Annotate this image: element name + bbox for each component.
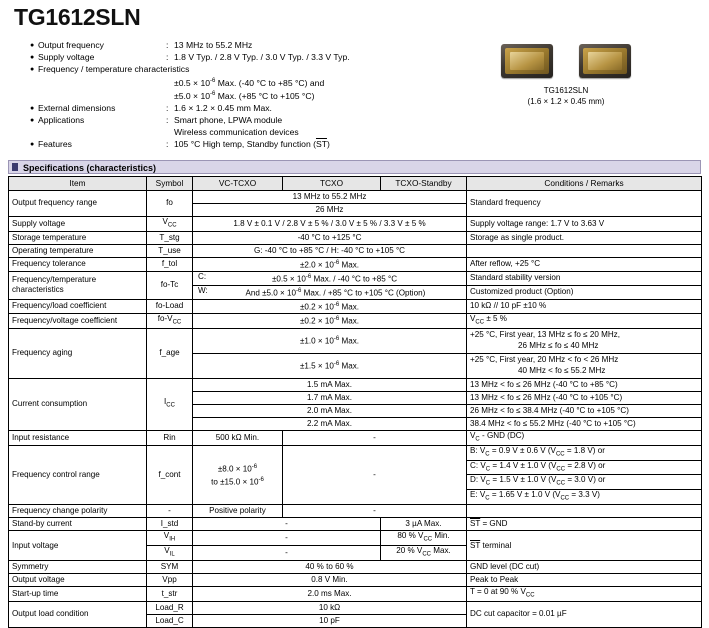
- section-header: [8, 160, 701, 174]
- cell-condition: [467, 505, 702, 518]
- list-item: [30, 115, 470, 127]
- package-photo-top: [501, 44, 553, 78]
- bullet-icon: ●: [30, 42, 35, 49]
- cell-condition: D: $V_C = 1.5$ V ± 1.0 V ($V_{CC} = 3.0$ V) or: [467, 475, 702, 490]
- cell-value: 1.7 mA Max.: [193, 391, 467, 404]
- cell-item: Frequency/temperature characteristics: [9, 271, 147, 299]
- bullet-icon: ●: [30, 66, 35, 73]
- cell-condition: Storage as single product.: [467, 231, 702, 244]
- col-vctcxo: VC-TCXO: [193, 177, 283, 191]
- cell-symbol: I_std: [147, 518, 193, 531]
- feature-label: Frequency / temperature characteristics: [38, 64, 190, 74]
- cell-value: 2.2 mA Max.: [193, 417, 467, 430]
- cell-value: 10 kΩ: [193, 602, 467, 615]
- feature-colon: :: [166, 102, 169, 113]
- table-row: [9, 257, 702, 271]
- table-row: [9, 378, 702, 391]
- cell-condition: GND level (DC cut): [467, 561, 702, 574]
- section-header-label: Specifications (characteristics): [23, 163, 157, 173]
- table-header-row: [9, 177, 702, 191]
- cell-condition: Customized product (Option): [467, 285, 702, 299]
- col-item: Item: [9, 177, 147, 191]
- cell-condition: 26 MHz < fo ≤ 38.4 MHz (-40 °C to +105 °C): [467, 404, 702, 417]
- cell-value: $\pm 1.0 \times 10^{-6}$ Max.: [193, 328, 467, 353]
- bullet-icon: ●: [30, 54, 35, 61]
- cell-value: -: [283, 430, 467, 445]
- table-row: [9, 191, 702, 204]
- cell-item: Symmetry: [9, 561, 147, 574]
- cell-condition: $\overline{ST}$ terminal: [467, 531, 702, 561]
- cell-item: Input resistance: [9, 430, 147, 445]
- table-row: [9, 531, 702, 546]
- cell-value: 3 µA Max.: [381, 518, 467, 531]
- col-symbol: Symbol: [147, 177, 193, 191]
- cell-value: 80 % $V_{CC}$ Min.: [381, 531, 467, 546]
- cell-condition: $\overline{ST}$ = GND: [467, 518, 702, 531]
- cell-value: 26 MHz: [193, 204, 467, 217]
- cell-value: 1.5 mA Max.: [193, 378, 467, 391]
- feature-colon: :: [166, 52, 169, 62]
- bullet-icon: ●: [30, 140, 35, 148]
- feature-value: 1.6 × 1.2 × 0.45 mm Max.: [174, 102, 272, 113]
- cell-value: -: [283, 445, 467, 505]
- cell-item: Frequency/load coefficient: [9, 299, 147, 313]
- table-row: [9, 217, 702, 232]
- table-row: [9, 299, 702, 313]
- table-row: [9, 445, 702, 460]
- cell-value: 10 pF: [193, 615, 467, 628]
- specifications-table: [8, 176, 702, 628]
- feature-list: [30, 40, 470, 151]
- cell-condition: +25 °C, First year, 13 MHz ≤ fo ≤ 20 MHz, 26 MHz ≤ fo ≤ 40 MHz: [467, 328, 702, 353]
- table-row: [9, 271, 702, 285]
- cell-symbol: t_str: [147, 587, 193, 602]
- cell-value: 40 % to 60 %: [193, 561, 467, 574]
- table-row: [9, 602, 702, 615]
- cell-condition: $V_C$ - GND (DC): [467, 430, 702, 445]
- cell-value: $\pm 0.2 \times 10^{-6}$ Max.: [193, 299, 467, 313]
- cell-condition: Standard stability version: [467, 271, 702, 285]
- cell-symbol: -: [147, 505, 193, 518]
- cell-condition: 13 MHz < fo ≤ 26 MHz (-40 °C to +105 °C): [467, 391, 702, 404]
- cell-value: 2.0 mA Max.: [193, 404, 467, 417]
- cell-item: Frequency aging: [9, 328, 147, 378]
- section-marker-icon: [12, 163, 18, 171]
- cell-item: Storage temperature: [9, 231, 147, 244]
- cell-condition: 38.4 MHz < fo ≤ 55.2 MHz (-40 °C to +105 °C): [467, 417, 702, 430]
- col-tcxo-standby: TCXO-Standby: [381, 177, 467, 191]
- table-row: [9, 313, 702, 328]
- cell-item: Start-up time: [9, 587, 147, 602]
- cell-symbol: Rin: [147, 430, 193, 445]
- cell-value: 20 % $V_{CC}$ Max.: [381, 546, 467, 561]
- cell-symbol: $fo-V_{CC}$: [147, 313, 193, 328]
- cell-item: Current consumption: [9, 378, 147, 430]
- cell-condition: B: $V_C = 0.9$ V ± 0.6 V ($V_{CC} = 1.8$ V) or: [467, 445, 702, 460]
- cell-symbol: fo: [147, 191, 193, 217]
- cell-value: -: [193, 546, 381, 561]
- cell-symbol: f_cont: [147, 445, 193, 505]
- cell-value: $\pm 1.5 \times 10^{-6}$ Max.: [193, 353, 467, 378]
- cell-condition: E: $V_C = 1.65$ V ± 1.0 V ($V_{CC} = 3.3$ V): [467, 490, 702, 505]
- cell-value: 500 kΩ Min.: [193, 430, 283, 445]
- feature-sub-line: Wireless communication devices: [174, 126, 299, 137]
- bullet-icon: ●: [30, 116, 35, 124]
- cell-item: Frequency change polarity: [9, 505, 147, 518]
- package-caption-dimension: (1.6 × 1.2 × 0.45 mm): [527, 97, 605, 106]
- cell-value: -40 °C to +125 °C: [193, 231, 467, 244]
- cell-item: Output frequency range: [9, 191, 147, 217]
- col-conditions: Conditions / Remarks: [467, 177, 702, 191]
- feature-sub-line: $\pm 5.0 \times 10^{-6}$ Max. (+85 °C to +105 °C): [174, 91, 315, 102]
- feature-label: External dimensions: [38, 102, 116, 113]
- cell-item: Frequency tolerance: [9, 257, 147, 271]
- cell-condition: $V_{CC} \pm 5$ %: [467, 313, 702, 328]
- cell-symbol: $V_{IH}$: [147, 531, 193, 546]
- page-title: TG1612SLN: [14, 4, 141, 30]
- cell-item: Output voltage: [9, 574, 147, 587]
- cell-condition: 13 MHz < fo ≤ 26 MHz (-40 °C to +85 °C): [467, 378, 702, 391]
- table-row: [9, 231, 702, 244]
- cell-item: Frequency control range: [9, 445, 147, 505]
- feature-value: 13 MHz to 55.2 MHz: [174, 40, 253, 50]
- bullet-icon: ●: [30, 104, 35, 112]
- cell-value: $\pm 0.2 \times 10^{-6}$ Max.: [193, 313, 467, 328]
- table-row: [9, 561, 702, 574]
- cell-value: -: [193, 531, 381, 546]
- cell-value: C: $\pm 0.5 \times 10^{-6}$ Max. / -40 °C to +85 °C: [193, 271, 467, 285]
- feature-colon: :: [166, 138, 169, 149]
- feature-label: Supply voltage: [38, 52, 95, 62]
- feature-label: Features: [38, 138, 72, 149]
- feature-value: 1.8 V Typ. / 2.8 V Typ. / 3.0 V Typ. / 3.3 V Typ.: [174, 52, 350, 62]
- cell-symbol: SYM: [147, 561, 193, 574]
- list-item: [30, 40, 470, 52]
- cell-condition: Supply voltage range: 1.7 V to 3.63 V: [467, 217, 702, 232]
- cell-condition: [467, 244, 702, 257]
- table-row: [9, 430, 702, 445]
- cell-condition: 10 kΩ // 10 pF ±10 %: [467, 299, 702, 313]
- table-row: [9, 505, 702, 518]
- feature-value: Smart phone, LPWA module: [174, 114, 283, 125]
- cell-symbol: Vpp: [147, 574, 193, 587]
- package-figure: [466, 44, 666, 107]
- cell-condition: DC cut capacitor = 0.01 µF: [467, 602, 702, 628]
- cell-item: Stand-by current: [9, 518, 147, 531]
- table-row: [9, 518, 702, 531]
- cell-symbol: Load_R: [147, 602, 193, 615]
- cell-symbol: T_stg: [147, 231, 193, 244]
- feature-colon: :: [166, 40, 169, 50]
- cell-symbol: $V_{CC}$: [147, 217, 193, 232]
- cell-item: Operating temperature: [9, 244, 147, 257]
- table-row: [9, 574, 702, 587]
- cell-value: Positive polarity: [193, 505, 283, 518]
- cell-condition: Peak to Peak: [467, 574, 702, 587]
- cell-value: G: -40 °C to +85 °C / H: -40 °C to +105 °C: [193, 244, 467, 257]
- cell-condition: T = 0 at 90 % $V_{CC}$: [467, 587, 702, 602]
- feature-label: Applications: [38, 114, 85, 125]
- cell-item: Frequency/voltage coefficient: [9, 313, 147, 328]
- list-item: [30, 139, 470, 151]
- cell-value: $\pm 8.0 \times 10^{-6}$ to $\pm 15.0 \times 10^{-6}$: [193, 445, 283, 505]
- cell-value: 13 MHz to 55.2 MHz: [193, 191, 467, 204]
- feature-value: 105 °C High temp, Standby function $(\overline{ST})$: [174, 138, 330, 149]
- feature-colon: :: [166, 114, 169, 125]
- cell-condition: C: $V_C = 1.4$ V ± 1.0 V ($V_{CC} = 2.8$ V) or: [467, 460, 702, 475]
- col-tcxo: TCXO: [283, 177, 381, 191]
- cell-symbol: f_tol: [147, 257, 193, 271]
- feature-sub-line: $\pm 0.5 \times 10^{-6}$ Max. (-40 °C to +85 °C) and: [174, 77, 325, 88]
- cell-symbol: Load_C: [147, 615, 193, 628]
- cell-symbol: T_use: [147, 244, 193, 257]
- cell-symbol: fo-Tc: [147, 271, 193, 299]
- cell-symbol: $V_{IL}$: [147, 546, 193, 561]
- list-item: [30, 103, 470, 115]
- cell-item: Supply voltage: [9, 217, 147, 232]
- cell-value: -: [193, 518, 381, 531]
- list-item: [30, 64, 470, 76]
- cell-value: 0.8 V Min.: [193, 574, 467, 587]
- feature-label: Output frequency: [38, 40, 104, 50]
- cell-condition: +25 °C, First year, 20 MHz < fo < 26 MHz 40 MHz < fo ≤ 55.2 MHz: [467, 353, 702, 378]
- cell-symbol: $I_{CC}$: [147, 378, 193, 430]
- cell-symbol: f_age: [147, 328, 193, 378]
- cell-condition: Standard frequency: [467, 191, 702, 217]
- package-photo-bottom: [579, 44, 631, 78]
- cell-value: W: And $\pm 5.0 \times 10^{-6}$ Max. / +85 °C to +105 °C (Option): [193, 285, 467, 299]
- table-row: [9, 328, 702, 353]
- table-row: [9, 244, 702, 257]
- list-item: [30, 52, 470, 64]
- cell-item: Output load condition: [9, 602, 147, 628]
- cell-symbol: fo-Load: [147, 299, 193, 313]
- cell-condition: After reflow, +25 °C: [467, 257, 702, 271]
- package-caption-name: TG1612SLN: [543, 86, 589, 95]
- cell-value: 1.8 V ± 0.1 V / 2.8 V ± 5 % / 3.0 V ± 5 % / 3.3 V ± 5 %: [193, 217, 467, 232]
- cell-value: -: [283, 505, 467, 518]
- cell-value: 2.0 ms Max.: [193, 587, 467, 602]
- table-row: [9, 587, 702, 602]
- cell-item: Input voltage: [9, 531, 147, 561]
- cell-value: $\pm 2.0 \times 10^{-6}$ Max.: [193, 257, 467, 271]
